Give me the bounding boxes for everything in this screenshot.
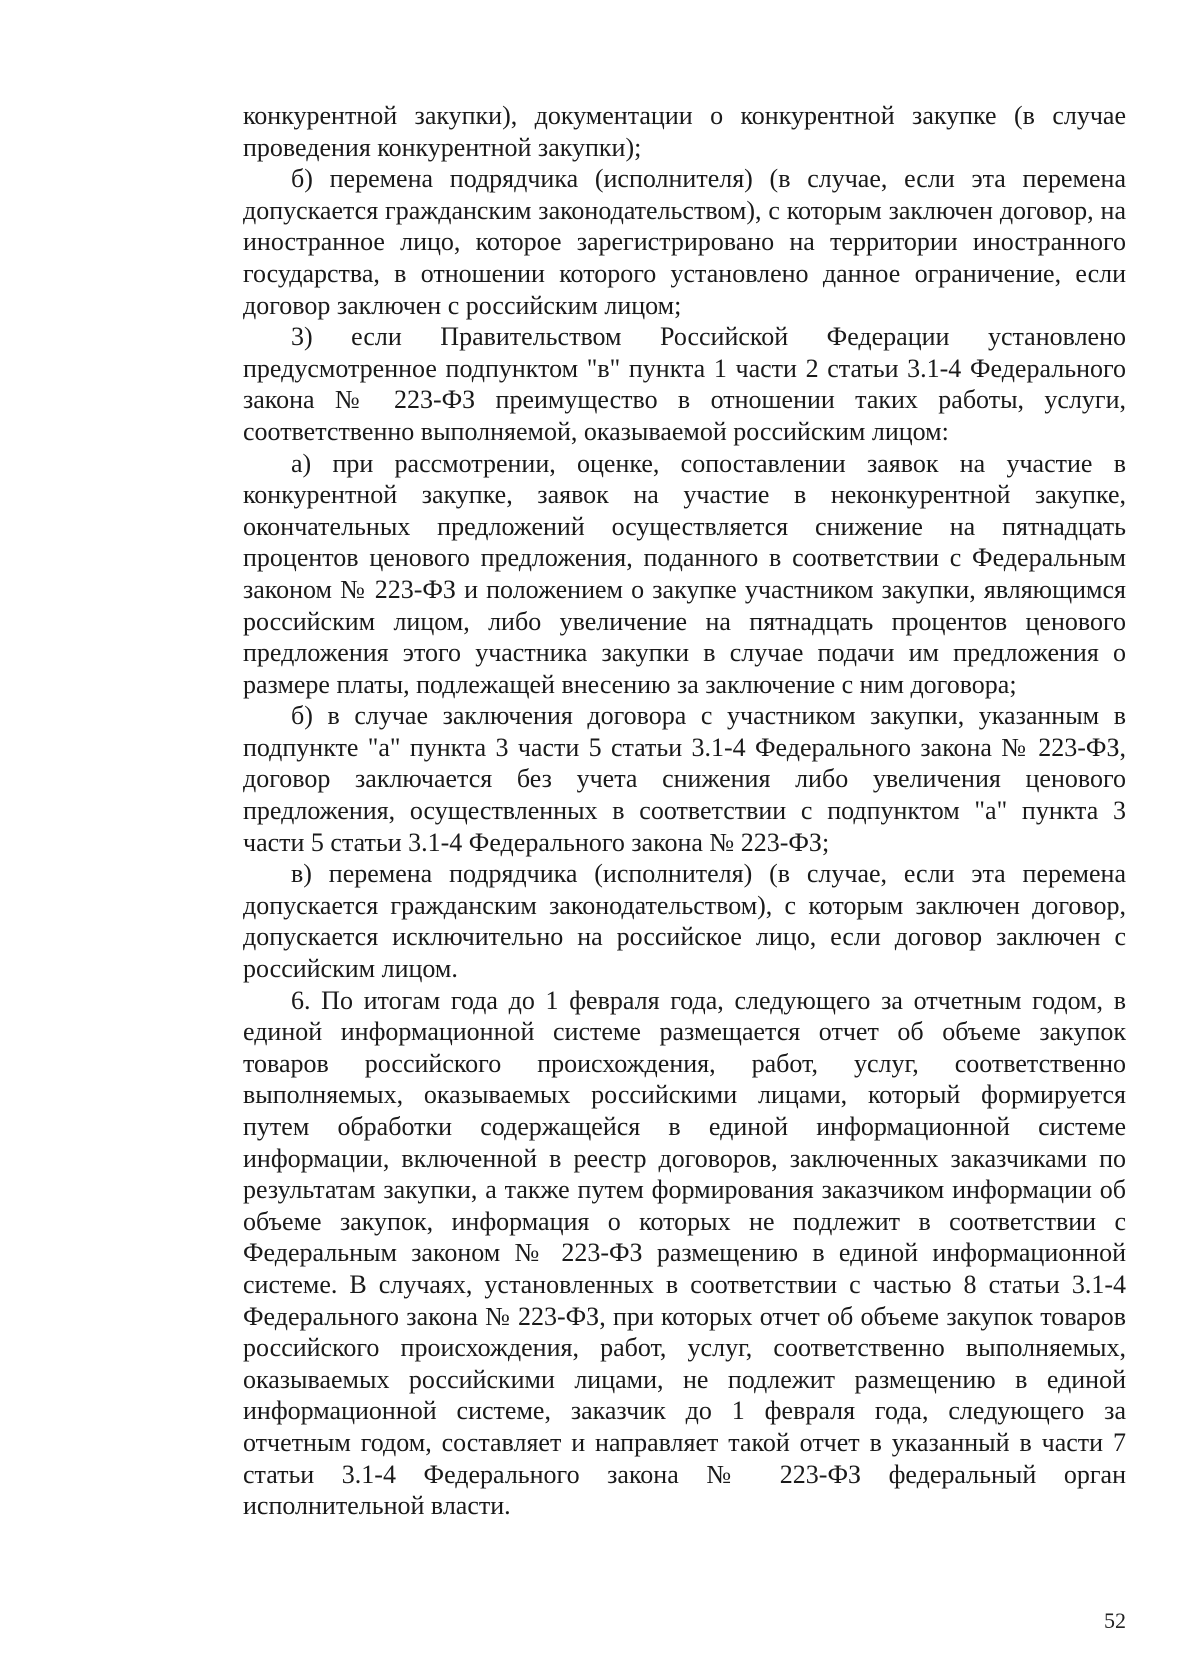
paragraph-item-6: 6. По итогам года до 1 февраля года, следующего за отчетным годом, в единой информационной системе размещается отчет об объеме закупок товаров российского происхождения, работ, услуг, соответственно выполняемых, оказываемых российскими лицами, который формируется путем обработки содержащейся в единой информационной системе информации, включенной в реестр договоров, заключенных заказчиками по результатам закупки, а также путем формирования заказчиком информации об объеме закупок, информация о которых не подлежит в соответствии с Федеральным законом № 223-ФЗ размещению в единой информационной системе. В случаях, установленных в соответствии с частью 8 статьи 3.1-4 Федерального закона № 223-ФЗ, при которых отчет об объеме закупок товаров российского происхождения, работ, услуг, соответственно выполняемых, оказываемых российскими лицами, не подлежит размещению в единой информационной системе, заказчик до 1 февраля года, следующего за отчетным годом, составляет и направляет такой отчет в указанный в части 7 статьи 3.1-4 Федерального закона № 223-ФЗ федеральный орган исполнительной власти. (243, 985, 1126, 1521)
paragraph-subitem-b: б) перемена подрядчика (исполнителя) (в случае, если эта перемена допускается гражданским законодательством), с которым заключен договор, на иностранное лицо, которое зарегистрировано на территории иностранного государства, в отношении которого установлено данное ограничение, если договор заключен с российским лицом; (243, 164, 1126, 320)
paragraph-continuation: конкурентной закупки), документации о конкурентной закупке (в случае проведения конкурентной закупки); (243, 101, 1126, 162)
page-number: 52 (1104, 1608, 1126, 1633)
body-text (243, 100, 1126, 1522)
paragraph-item-3: 3) если Правительством Российской Федерации установлено предусмотренное подпунктом "в" пункта 1 части 2 статьи 3.1-4 Федерального закона № 223-ФЗ преимущество в отношении таких работы, услуги, соответственно выполняемой, оказываемой российским лицом: (243, 322, 1126, 446)
paragraph-subitem-a: а) при рассмотрении, оценке, сопоставлении заявок на участие в конкурентной закупке, заявок на участие в неконкурентной закупке, окончательных предложений осуществляется снижение на пятнадцать процентов ценового предложения, поданного в соответствии с Федеральным законом № 223-ФЗ и положением о закупке участником закупки, являющимся российским лицом, либо увеличение на пятнадцать процентов ценового предложения этого участника закупки в случае подачи им предложения о размере платы, подлежащей внесению за заключение с ним договора; (243, 448, 1126, 699)
paragraph-subitem-v: в) перемена подрядчика (исполнителя) (в случае, если эта перемена допускается гражданским законодательством), с которым заключен договор, допускается исключительно на российское лицо, если договор заключен с российским лицом. (243, 859, 1126, 984)
paragraph-subitem-b-2: б) в случае заключения договора с участником закупки, указанным в подпункте "а" пункта 3 части 5 статьи 3.1-4 Федерального закона № 223-ФЗ, договор заключается без учета снижения либо увеличения ценового предложения, осуществленных в соответствии с подпунктом "а" пункта 3 части 5 статьи 3.1-4 Федерального закона № 223-ФЗ; (243, 701, 1126, 857)
